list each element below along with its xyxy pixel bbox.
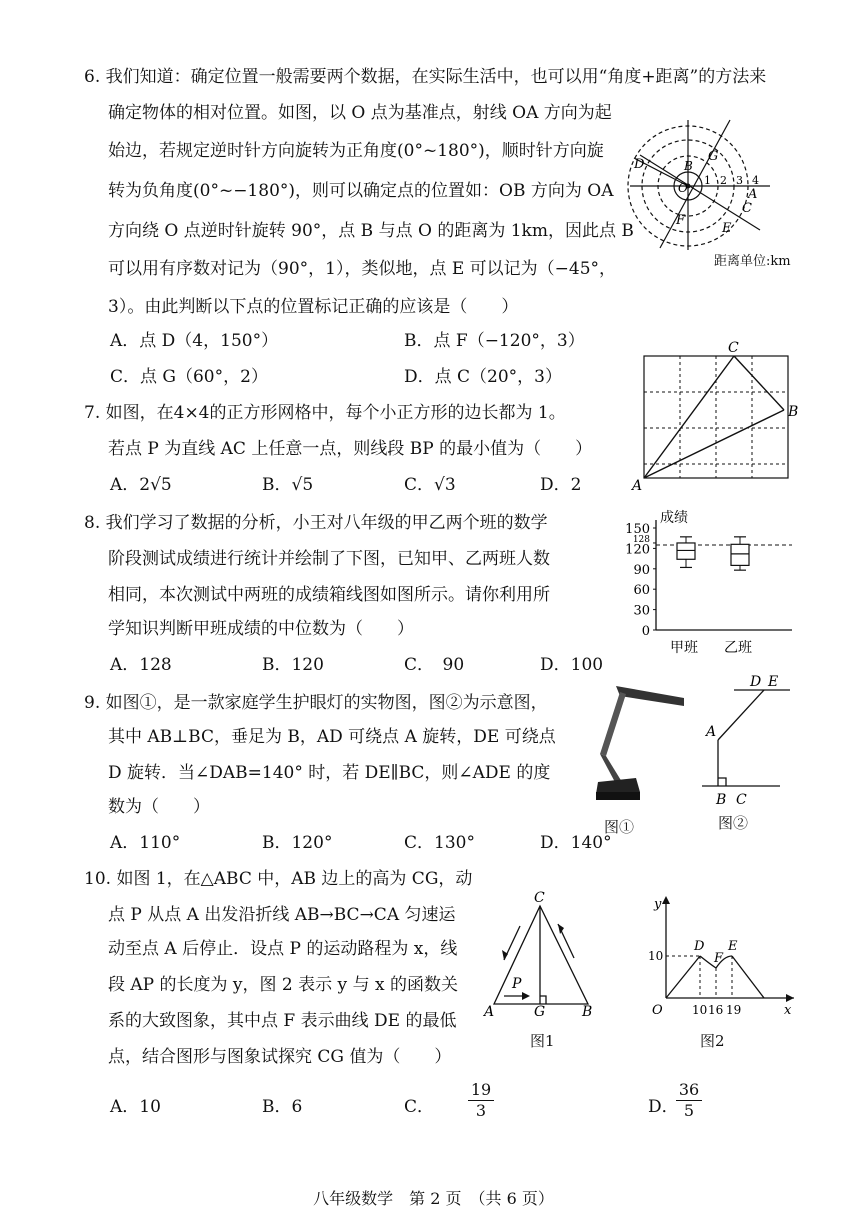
q10-fig1-point-c: C	[534, 890, 545, 906]
q10-fig2-caption: 图2	[700, 1032, 725, 1050]
q6-line-7: 3）。由此判断以下点的位置标记正确的应该是（ ）	[108, 297, 519, 317]
q7-point-c: C	[728, 340, 739, 356]
q7-line-2: 若点 P 为直线 AC 上任意一点，则线段 BP 的最小值为（ ）	[108, 439, 593, 459]
q8-ylabel: 成绩	[660, 510, 688, 526]
q9-diagram	[694, 670, 794, 808]
q6-tick-3: 3	[736, 174, 743, 187]
q10-fraction-d-numerator: 36	[676, 1080, 702, 1101]
q8-option-b: B．120	[262, 655, 324, 675]
q10-line-5: 系的大致图象，其中点 F 表示曲线 DE 的最低	[108, 1011, 457, 1031]
q10-fig1-point-a: A	[484, 1004, 495, 1020]
q7-option-d: D．2	[540, 475, 582, 495]
q8-y-tick-label: 60	[633, 583, 650, 599]
q7-point-a: A	[632, 478, 643, 490]
q6-option-a: A．点 D（4，150°）	[110, 331, 279, 351]
q10-fig1-point-b: B	[582, 1004, 593, 1020]
q10-fig2-origin: O	[652, 1003, 663, 1018]
q9-point-c: C	[736, 792, 747, 808]
q10-function-graph	[644, 890, 800, 1020]
q8-option-d: D．100	[540, 655, 604, 675]
q6-line-5: 方向绕 O 点逆时针旋转 90°，点 B 与点 O 的距离为 1km，因此点 B	[108, 221, 634, 241]
q8-y-tick-label: 150	[625, 522, 650, 537]
q7-grid-figure	[628, 338, 808, 490]
q6-point-o: O	[678, 181, 688, 195]
q8-category-label-2: 乙班	[724, 640, 752, 656]
q8-line-2: 阶段测试成绩进行统计并绘制了下图，已知甲、乙两班人数	[108, 549, 550, 569]
q10-fig2-y-axis-label: y	[654, 897, 662, 912]
q6-option-c: C．点 G（60°，2）	[110, 367, 268, 387]
q10-fig1-caption: 图1	[530, 1032, 555, 1050]
q9-line-3: D 旋转．当∠DAB=140° 时，若 DE∥BC，则∠ADE 的度	[108, 763, 551, 783]
q7-option-c: C．√3	[404, 475, 456, 495]
q10-triangle-figure	[480, 888, 604, 1020]
q6-line-4: 转为负角度(0°~−180°)，则可以确定点的位置如：OB 方向为 OA	[108, 181, 614, 201]
q10-option-c: C．	[404, 1097, 435, 1117]
q10-fig2-x-tick-16: 16	[708, 1003, 724, 1017]
q8-option-a: A．128	[110, 655, 172, 675]
q10-fraction-d-denominator: 5	[683, 1101, 695, 1120]
q10-line-3: 动至点 A 后停止．设点 P 的运动路程为 x，线	[108, 939, 458, 959]
q10-option-c-fraction	[468, 1080, 494, 1121]
q10-fig2-x-axis-label: x	[784, 1003, 792, 1018]
q8-boxplot-chart	[620, 504, 800, 656]
page-footer: 八年级数学 第 2 页 （共 6 页）	[313, 1189, 554, 1208]
q9-point-d: D	[750, 674, 762, 690]
q8-line-4: 学知识判断甲班成绩的中位数为（ ）	[108, 619, 414, 639]
q9-line-1: 9. 如图①，是一款家庭学生护眼灯的实物图，图②为示意图，	[84, 693, 548, 713]
q6-line-3: 始边，若规定逆时针方向旋转为正角度(0°~180°)，顺时针方向旋	[108, 141, 604, 161]
q8-line-3: 相同，本次测试中两班的成绩箱线图如图所示。请你利用所	[108, 585, 550, 605]
q10-fraction-c-numerator: 19	[468, 1080, 494, 1101]
q6-option-d: D．点 C（20°，3）	[404, 367, 562, 387]
q9-option-d: D．140°	[540, 833, 612, 853]
q10-option-b: B．6	[262, 1097, 303, 1117]
q10-fig1-point-g: G	[534, 1004, 546, 1020]
q7-line-1: 7. 如图，在4×4的正方形网格中，每个小正方形的边长都为 1。	[84, 403, 566, 423]
q10-fraction-c-denominator: 3	[475, 1101, 487, 1120]
q9-option-b: B．120°	[262, 833, 333, 853]
q8-y-tick-label: 120	[625, 542, 650, 558]
q10-fig1-point-p: P	[512, 976, 522, 992]
q9-point-e: E	[768, 674, 779, 690]
q10-fig2-x-tick-19: 19	[726, 1003, 742, 1017]
q8-box	[677, 543, 695, 559]
q8-option-c: C． 90	[404, 655, 465, 675]
q8-category-label-1: 甲班	[670, 640, 698, 656]
q6-point-d: D	[634, 157, 645, 172]
q6-point-e: E	[722, 221, 732, 236]
q6-polar-figure	[620, 100, 780, 272]
q6-option-b: B．点 F（−120°，3）	[404, 331, 585, 351]
q6-figure-caption: 距离单位:km	[714, 254, 791, 269]
q10-line-1: 10. 如图 1，在△ABC 中，AB 边上的高为 CG，动	[84, 869, 473, 889]
q10-line-4: 段 AP 的长度为 y，图 2 表示 y 与 x 的函数关	[108, 975, 458, 995]
q9-figure-caption-1: 图①	[604, 818, 635, 836]
q10-fig2-point-f: F	[714, 951, 724, 966]
q10-option-d-fraction	[676, 1080, 702, 1121]
q6-line-6: 可以用有序数对记为（90°，1），类似地，点 E 可以记为（−45°，	[108, 259, 617, 279]
q6-point-f: F	[676, 213, 686, 228]
q10-fig2-point-e: E	[728, 939, 738, 954]
q10-option-d: D．	[648, 1097, 679, 1117]
q8-y-tick-label: 0	[641, 624, 650, 639]
q9-point-a: A	[706, 724, 717, 740]
q7-option-a: A．2√5	[110, 475, 172, 495]
q10-line-6: 点，结合图形与图象试探究 CG 值为（ ）	[108, 1047, 452, 1067]
q6-point-c: C	[742, 201, 752, 216]
q10-option-a: A．10	[110, 1097, 161, 1117]
q8-y-tick-label: 90	[633, 562, 650, 578]
q6-point-b: B	[684, 159, 693, 173]
q8-y-tick-label: 128	[632, 534, 650, 545]
q7-option-b: B．√5	[262, 475, 314, 495]
q6-point-a: A	[748, 187, 758, 202]
q8-line-1: 8. 我们学习了数据的分析，小王对八年级的甲乙两个班的数学	[84, 513, 548, 533]
q7-point-b: B	[788, 404, 799, 420]
q6-point-g: G	[708, 149, 719, 164]
q10-fig2-y-tick-10: 10	[648, 949, 664, 963]
q10-fig2-x-tick-10: 10	[692, 1003, 708, 1017]
q6-tick-4: 4	[752, 174, 759, 187]
q8-y-tick-label: 30	[633, 603, 650, 619]
q10-fig2-point-d: D	[694, 939, 705, 954]
q9-option-a: A．110°	[110, 833, 181, 853]
q9-figure-caption-2: 图②	[718, 814, 749, 832]
q9-option-c: C．130°	[404, 833, 475, 853]
q6-tick-2: 2	[720, 174, 727, 187]
q8-box	[731, 544, 749, 565]
q9-line-4: 数为（ ）	[108, 797, 210, 817]
q9-line-2: 其中 AB⊥BC，垂足为 B，AD 可绕点 A 旋转，DE 可绕点	[108, 727, 556, 747]
q9-lamp-photo	[592, 682, 692, 814]
q6-line-1: 6. 我们知道：确定位置一般需要两个数据，在实际生活中，也可以用“角度+距离”的方法来	[84, 67, 767, 87]
q6-line-2: 确定物体的相对位置。如图，以 O 点为基准点，射线 OA 方向为起	[108, 103, 612, 123]
q9-point-b: B	[716, 792, 727, 808]
q6-tick-1: 1	[704, 174, 711, 187]
q10-line-2: 点 P 从点 A 出发沿折线 AB→BC→CA 匀速运	[108, 905, 456, 925]
